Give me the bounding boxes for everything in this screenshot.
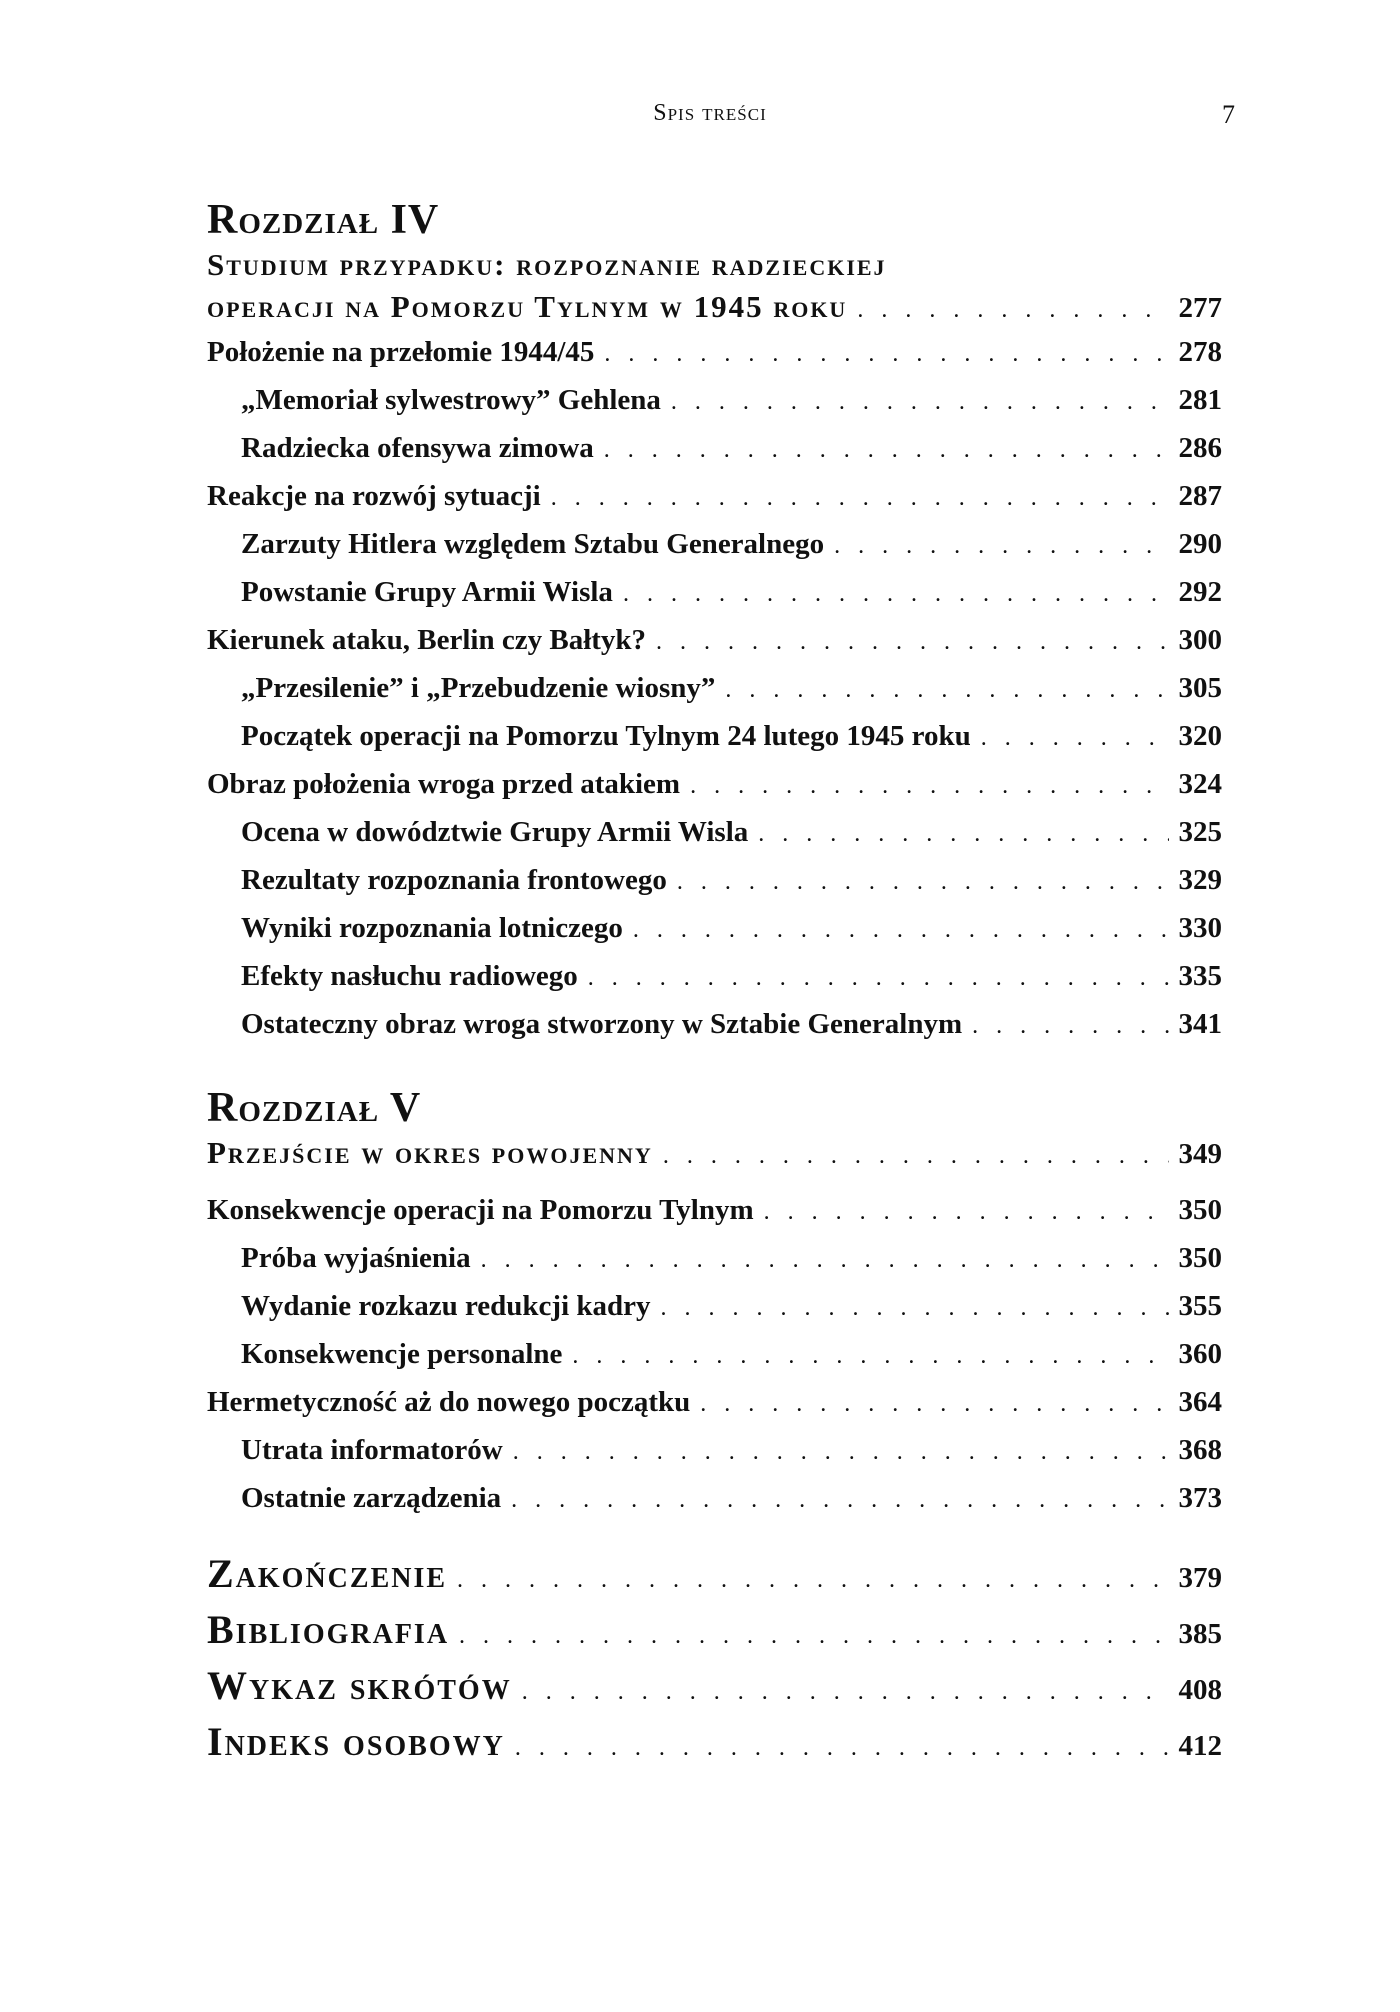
chapter-4-title-row[interactable] — [207, 286, 1222, 328]
dot-leader — [972, 1002, 1168, 1050]
chapter-4-page: 277 — [1178, 292, 1222, 324]
entry-text: „Memoriał sylwestrowy” Gehlena — [241, 384, 661, 416]
dot-leader — [515, 1720, 1169, 1776]
entry-page: 350 — [1178, 1194, 1222, 1226]
entry-text: Wykaz skrótów — [207, 1663, 512, 1708]
toc-subentry[interactable] — [207, 1234, 1222, 1282]
dot-leader — [981, 714, 1169, 762]
toc-subentry[interactable] — [207, 952, 1222, 1000]
entry-page: 325 — [1178, 816, 1222, 848]
entry-page: 385 — [1178, 1618, 1222, 1650]
entry-page: 287 — [1178, 480, 1222, 512]
entry-text: Rezultaty rozpoznania frontowego — [241, 864, 667, 896]
entry-text: Hermetyczność aż do nowego początku — [207, 1386, 691, 1418]
entry-text: Ocena w dowództwie Grupy Armii Wisla — [241, 816, 749, 848]
toc-entry[interactable] — [207, 1378, 1222, 1426]
entry-text: Powstanie Grupy Armii Wisla — [241, 576, 613, 608]
entry-text: Indeks osobowy — [207, 1719, 505, 1764]
entry-text: Ostatnie zarządzenia — [241, 1482, 502, 1514]
chapter-5-label: Rozdział V — [207, 1085, 422, 1131]
toc-back-matter-entry[interactable] — [207, 1658, 1222, 1714]
dot-leader — [656, 618, 1168, 666]
entry-page: 300 — [1178, 624, 1222, 656]
entry-page: 320 — [1178, 720, 1222, 752]
entry-text: Kierunek ataku, Berlin czy Bałtyk? — [207, 624, 647, 656]
dot-leader — [604, 426, 1169, 474]
entry-text: „Przesilenie” i „Przebudzenie wiosny” — [241, 672, 716, 704]
dot-leader — [457, 1552, 1168, 1608]
toc-subentry[interactable] — [207, 1330, 1222, 1378]
chapter-5-title: Przejście w okres powojenny — [207, 1135, 653, 1170]
dot-leader — [677, 858, 1169, 906]
entry-page: 408 — [1178, 1674, 1222, 1706]
toc-back-matter-entry[interactable] — [207, 1546, 1222, 1602]
dot-leader — [588, 954, 1169, 1002]
entry-page: 290 — [1178, 528, 1222, 560]
entry-text: Zarzuty Hitlera względem Sztabu Generalnego — [241, 528, 825, 560]
toc-entry[interactable] — [207, 616, 1222, 664]
chapter-4-title-line-2: operacji na Pomorzu Tylnym w 1945 roku — [207, 289, 848, 324]
dot-leader — [511, 1476, 1168, 1524]
toc-entry[interactable] — [207, 472, 1222, 520]
entry-page: 368 — [1178, 1434, 1222, 1466]
entry-page: 373 — [1178, 1482, 1222, 1514]
dot-leader — [834, 522, 1168, 570]
dot-leader — [604, 330, 1168, 378]
entry-page: 324 — [1178, 768, 1222, 800]
entry-text: Próba wyjaśnienia — [241, 1242, 471, 1274]
toc-subentry[interactable] — [207, 1474, 1222, 1522]
dot-leader — [522, 1664, 1169, 1720]
entry-text: Bibliografia — [207, 1607, 450, 1652]
dot-leader — [758, 810, 1168, 858]
entry-page: 364 — [1178, 1386, 1222, 1418]
running-title: Spis treści — [653, 100, 767, 126]
dot-leader — [623, 570, 1169, 618]
chapter-5-title-row[interactable] — [207, 1132, 1222, 1174]
dot-leader — [513, 1428, 1169, 1476]
page-number: 7 — [1222, 100, 1235, 129]
toc-subentry[interactable] — [207, 1000, 1222, 1048]
entry-text: Wyniki rozpoznania lotniczego — [241, 912, 623, 944]
dot-leader — [764, 1188, 1169, 1236]
dot-leader — [725, 666, 1168, 714]
entry-page: 305 — [1178, 672, 1222, 704]
toc-subentry[interactable] — [207, 904, 1222, 952]
toc-subentry[interactable] — [207, 568, 1222, 616]
chapter-5-page: 349 — [1178, 1138, 1222, 1170]
entry-text: Efekty nasłuchu radiowego — [241, 960, 578, 992]
entry-page: 281 — [1178, 384, 1222, 416]
running-header — [0, 100, 1400, 140]
dot-leader — [661, 1284, 1169, 1332]
entry-page: 360 — [1178, 1338, 1222, 1370]
dot-leader — [633, 906, 1169, 954]
entry-text: Ostateczny obraz wroga stworzony w Sztabie Generalnym — [241, 1008, 963, 1040]
entry-page: 341 — [1178, 1008, 1222, 1040]
entry-text: Położenie na przełomie 1944/45 — [207, 336, 595, 368]
toc-subentry[interactable] — [207, 1282, 1222, 1330]
toc-subentry[interactable] — [207, 664, 1222, 712]
entry-page: 379 — [1178, 1562, 1222, 1594]
entry-text: Radziecka ofensywa zimowa — [241, 432, 594, 464]
entry-page: 329 — [1178, 864, 1222, 896]
entry-page: 355 — [1178, 1290, 1222, 1322]
toc-subentry[interactable] — [207, 1426, 1222, 1474]
entry-page: 350 — [1178, 1242, 1222, 1274]
table-of-contents — [207, 196, 1222, 1770]
entry-page: 335 — [1178, 960, 1222, 992]
toc-subentry[interactable] — [207, 424, 1222, 472]
toc-subentry[interactable] — [207, 808, 1222, 856]
chapter-4-title-line-1: Studium przypadku: rozpoznanie radzieckiej — [207, 247, 887, 282]
dot-leader — [572, 1332, 1168, 1380]
toc-entry[interactable] — [207, 1186, 1222, 1234]
dot-leader — [690, 762, 1168, 810]
entry-text: Reakcje na rozwój sytuacji — [207, 480, 541, 512]
toc-entry[interactable] — [207, 760, 1222, 808]
entry-page: 286 — [1178, 432, 1222, 464]
dot-leader — [481, 1236, 1169, 1284]
dot-leader — [551, 474, 1169, 522]
dot-leader — [671, 378, 1169, 426]
entry-page: 412 — [1178, 1730, 1222, 1762]
entry-page: 330 — [1178, 912, 1222, 944]
entry-text: Konsekwencje operacji na Pomorzu Tylnym — [207, 1194, 754, 1226]
toc-back-matter-entry[interactable] — [207, 1602, 1222, 1658]
entry-page: 292 — [1178, 576, 1222, 608]
chapter-4-label: Rozdział IV — [207, 197, 440, 243]
entry-text: Wydanie rozkazu redukcji kadry — [241, 1290, 651, 1322]
entry-text: Zakończenie — [207, 1551, 448, 1596]
toc-subentry[interactable] — [207, 376, 1222, 424]
entry-page: 278 — [1178, 336, 1222, 368]
entry-text: Początek operacji na Pomorzu Tylnym 24 lutego 1945 roku — [241, 720, 971, 752]
toc-subentry[interactable] — [207, 712, 1222, 760]
dot-leader — [459, 1608, 1168, 1664]
toc-subentry[interactable] — [207, 520, 1222, 568]
entry-text: Utrata informatorów — [241, 1434, 503, 1466]
toc-back-matter-entry[interactable] — [207, 1714, 1222, 1770]
entry-text: Konsekwencje personalne — [241, 1338, 563, 1370]
toc-subentry[interactable] — [207, 856, 1222, 904]
toc-entry[interactable] — [207, 328, 1222, 376]
dot-leader — [663, 1135, 1169, 1177]
dot-leader — [700, 1380, 1168, 1428]
entry-text: Obraz położenia wroga przed atakiem — [207, 768, 681, 800]
dot-leader — [857, 289, 1168, 331]
